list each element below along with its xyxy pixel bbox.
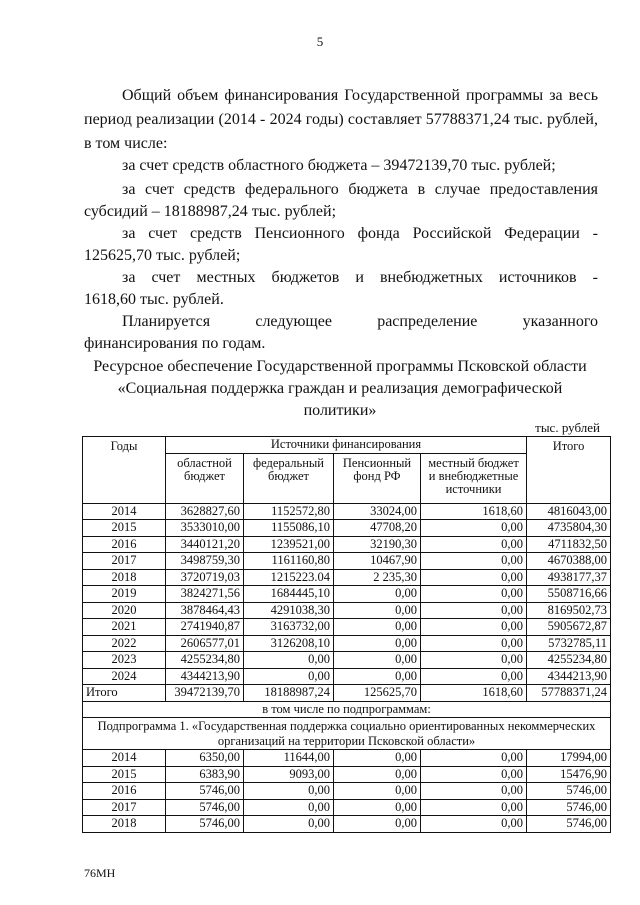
- financing-table: [82, 436, 611, 833]
- year-cell-regional: 3533010,00: [166, 520, 244, 537]
- year-cell-pension: 33024,00: [334, 503, 421, 520]
- year-cell-pension: 10467,90: [334, 553, 421, 570]
- year-cell-regional: 2606577,01: [166, 635, 244, 652]
- year-cell-federal: 1161160,80: [244, 553, 334, 570]
- year-cell-pension: 0,00: [334, 635, 421, 652]
- item-local-line-1: за счет местных бюджетов и внебюджетных источников -: [122, 269, 598, 286]
- year-cell-total: 4938177,37: [527, 569, 611, 586]
- subprogram-year-cell-regional: 6383,90: [166, 766, 244, 783]
- page-number: 5: [316, 34, 324, 49]
- year-row: [83, 619, 611, 636]
- year-cell-year: 2015: [83, 520, 166, 537]
- subprogram-year-row: [83, 750, 611, 767]
- subprogram-year-row: [83, 783, 611, 800]
- year-cell-local: 0,00: [421, 553, 527, 570]
- year-cell-total: 5905672,87: [527, 619, 611, 636]
- subprograms-label: в том числе по подпрограммам:: [83, 701, 611, 718]
- year-cell-local: 0,00: [421, 520, 527, 537]
- year-cell-year: 2017: [83, 553, 166, 570]
- year-cell-local: 0,00: [421, 602, 527, 619]
- year-cell-total: 5508716,66: [527, 586, 611, 603]
- year-cell-total: 4344213,90: [527, 668, 611, 685]
- subprogram-year-cell-pension: 0,00: [334, 750, 421, 767]
- subprogram-rows: [83, 750, 611, 833]
- item-local-line-2: 1618,60 тыс. рублей.: [84, 291, 224, 308]
- year-cell-local: 0,00: [421, 652, 527, 669]
- subprogram-year-cell-year: 2018: [83, 816, 166, 833]
- year-cell-year: 2020: [83, 602, 166, 619]
- subprogram-1-title: Подпрограмма 1. «Государственная поддержка социально ориентированных некоммерческих организаций на территории Псковской области»: [83, 718, 611, 750]
- year-row: [83, 553, 611, 570]
- year-row: [83, 602, 611, 619]
- year-cell-local: 0,00: [421, 635, 527, 652]
- header-federal-budget: федеральный бюджет: [244, 453, 334, 503]
- total-row: [83, 685, 611, 702]
- year-cell-regional: 3878464,43: [166, 602, 244, 619]
- year-cell-regional: 4255234,80: [166, 652, 244, 669]
- subprogram-year-cell-federal: 0,00: [244, 816, 334, 833]
- header-regional-budget: областной бюджет: [166, 453, 244, 503]
- header-total: Итого: [527, 437, 611, 504]
- year-cell-year: 2022: [83, 635, 166, 652]
- subprogram-year-cell-pension: 0,00: [334, 816, 421, 833]
- intro-line-2: период реализации (2014 - 2024 годы) составляет 57788371,24 тыс. рублей,: [84, 111, 598, 128]
- subprogram-year-cell-federal: 0,00: [244, 783, 334, 800]
- subprogram-year-cell-year: 2017: [83, 799, 166, 816]
- subprogram-year-cell-pension: 0,00: [334, 783, 421, 800]
- year-cell-federal: 0,00: [244, 652, 334, 669]
- total-pension: 125625,70: [334, 685, 421, 702]
- year-cell-pension: 0,00: [334, 619, 421, 636]
- item-pension-line-2: 125625,70 тыс. рублей;: [84, 247, 241, 264]
- year-cell-year: 2023: [83, 652, 166, 669]
- year-cell-year: 2014: [83, 503, 166, 520]
- year-cell-local: 0,00: [421, 668, 527, 685]
- subprogram-year-cell-federal: 9093,00: [244, 766, 334, 783]
- year-cell-pension: 47708,20: [334, 520, 421, 537]
- year-cell-total: 4816043,00: [527, 503, 611, 520]
- year-cell-pension: 0,00: [334, 668, 421, 685]
- year-cell-regional: 4344213,90: [166, 668, 244, 685]
- year-cell-total: 5732785,11: [527, 635, 611, 652]
- year-cell-pension: 32190,30: [334, 536, 421, 553]
- header-sources: Источники финансирования: [166, 437, 527, 454]
- subprogram-year-cell-total: 5746,00: [527, 799, 611, 816]
- year-cell-pension: 0,00: [334, 602, 421, 619]
- year-cell-local: 0,00: [421, 586, 527, 603]
- plan-line-2: финансирования по годам.: [84, 335, 266, 352]
- subprogram-year-cell-regional: 6350,00: [166, 750, 244, 767]
- year-cell-year: 2018: [83, 569, 166, 586]
- year-row: [83, 536, 611, 553]
- year-cell-year: 2024: [83, 668, 166, 685]
- year-cell-federal: 1684445,10: [244, 586, 334, 603]
- item-federal-line-2: субсидий – 18188987,24 тыс. рублей;: [84, 203, 337, 220]
- table-title-line-1: Ресурсное обеспечение Государственной программы Псковской области: [93, 358, 587, 375]
- subprogram-year-row: [83, 766, 611, 783]
- plan-line-1: Планируется следующее распределение указанного: [122, 313, 598, 330]
- intro-line-1: Общий объем финансирования Государственной программы за весь: [122, 87, 598, 104]
- subprogram-year-cell-local: 0,00: [421, 816, 527, 833]
- year-row: [83, 635, 611, 652]
- item-regional-line-1: за счет средств областного бюджета – 39472139,70 тыс. рублей;: [122, 157, 556, 174]
- year-cell-total: 4711832,50: [527, 536, 611, 553]
- subprogram-year-cell-total: 5746,00: [527, 816, 611, 833]
- document-code: 76МН: [84, 866, 116, 880]
- year-cell-year: 2019: [83, 586, 166, 603]
- year-row: [83, 569, 611, 586]
- subprogram-year-cell-local: 0,00: [421, 750, 527, 767]
- header-years: Годы: [83, 437, 166, 504]
- total-label: Итого: [83, 685, 166, 702]
- subprogram-year-cell-year: 2015: [83, 766, 166, 783]
- subprogram-year-cell-regional: 5746,00: [166, 783, 244, 800]
- table-title-line-3: политики»: [303, 402, 377, 419]
- total-sum: 57788371,24: [527, 685, 611, 702]
- year-cell-local: 0,00: [421, 536, 527, 553]
- subprogram-year-cell-regional: 5746,00: [166, 816, 244, 833]
- subprogram-year-cell-total: 17994,00: [527, 750, 611, 767]
- year-cell-regional: 3824271,56: [166, 586, 244, 603]
- year-cell-regional: 3440121,20: [166, 536, 244, 553]
- header-local-budget: местный бюджет и внебюджетные источники: [421, 453, 527, 503]
- year-cell-regional: 3720719,03: [166, 569, 244, 586]
- header-pension-fund: Пенсионный фонд РФ: [334, 453, 421, 503]
- total-local: 1618,60: [421, 685, 527, 702]
- year-cell-federal: 0,00: [244, 668, 334, 685]
- year-cell-regional: 3498759,30: [166, 553, 244, 570]
- year-cell-year: 2016: [83, 536, 166, 553]
- year-row: [83, 652, 611, 669]
- year-cell-year: 2021: [83, 619, 166, 636]
- year-cell-total: 4255234,80: [527, 652, 611, 669]
- item-federal-line-1: за счет средств федерального бюджета в случае предоставления: [122, 181, 598, 198]
- intro-line-3: в том числе:: [84, 135, 168, 152]
- subprogram-year-cell-total: 5746,00: [527, 783, 611, 800]
- subprogram-year-cell-year: 2016: [83, 783, 166, 800]
- total-federal: 18188987,24: [244, 685, 334, 702]
- subprogram-year-row: [83, 799, 611, 816]
- year-cell-local: 0,00: [421, 619, 527, 636]
- subprogram-year-cell-federal: 0,00: [244, 799, 334, 816]
- year-row: [83, 586, 611, 603]
- subprogram-year-cell-regional: 5746,00: [166, 799, 244, 816]
- year-cell-total: 4670388,00: [527, 553, 611, 570]
- table-title-line-2: «Социальная поддержка граждан и реализация демографической: [117, 380, 563, 397]
- year-row: [83, 503, 611, 520]
- year-cell-regional: 3628827,60: [166, 503, 244, 520]
- year-cell-federal: 1155086,10: [244, 520, 334, 537]
- item-pension-line-1: за счет средств Пенсионного фонда Российской Федерации -: [122, 225, 598, 242]
- year-cell-federal: 4291038,30: [244, 602, 334, 619]
- unit-label: тыс. рублей: [535, 420, 600, 435]
- year-cell-total: 8169502,73: [527, 602, 611, 619]
- subprogram-year-row: [83, 816, 611, 833]
- subprogram-year-cell-federal: 11644,00: [244, 750, 334, 767]
- year-cell-federal: 1215223.04: [244, 569, 334, 586]
- year-cell-regional: 2741940,87: [166, 619, 244, 636]
- main-rows: [83, 503, 611, 685]
- year-cell-pension: 0,00: [334, 652, 421, 669]
- year-row: [83, 668, 611, 685]
- year-cell-pension: 2 235,30: [334, 569, 421, 586]
- year-cell-pension: 0,00: [334, 586, 421, 603]
- subprogram-year-cell-year: 2014: [83, 750, 166, 767]
- subprogram-year-cell-local: 0,00: [421, 783, 527, 800]
- year-cell-local: 1618,60: [421, 503, 527, 520]
- year-cell-federal: 3163732,00: [244, 619, 334, 636]
- total-regional: 39472139,70: [166, 685, 244, 702]
- subprogram-year-cell-pension: 0,00: [334, 766, 421, 783]
- subprogram-year-cell-local: 0,00: [421, 799, 527, 816]
- subprogram-year-cell-pension: 0,00: [334, 799, 421, 816]
- subprogram-year-cell-total: 15476,90: [527, 766, 611, 783]
- year-cell-federal: 3126208,10: [244, 635, 334, 652]
- year-cell-federal: 1239521,00: [244, 536, 334, 553]
- year-row: [83, 520, 611, 537]
- year-cell-local: 0,00: [421, 569, 527, 586]
- year-cell-total: 4735804,30: [527, 520, 611, 537]
- year-cell-federal: 1152572,80: [244, 503, 334, 520]
- subprogram-year-cell-local: 0,00: [421, 766, 527, 783]
